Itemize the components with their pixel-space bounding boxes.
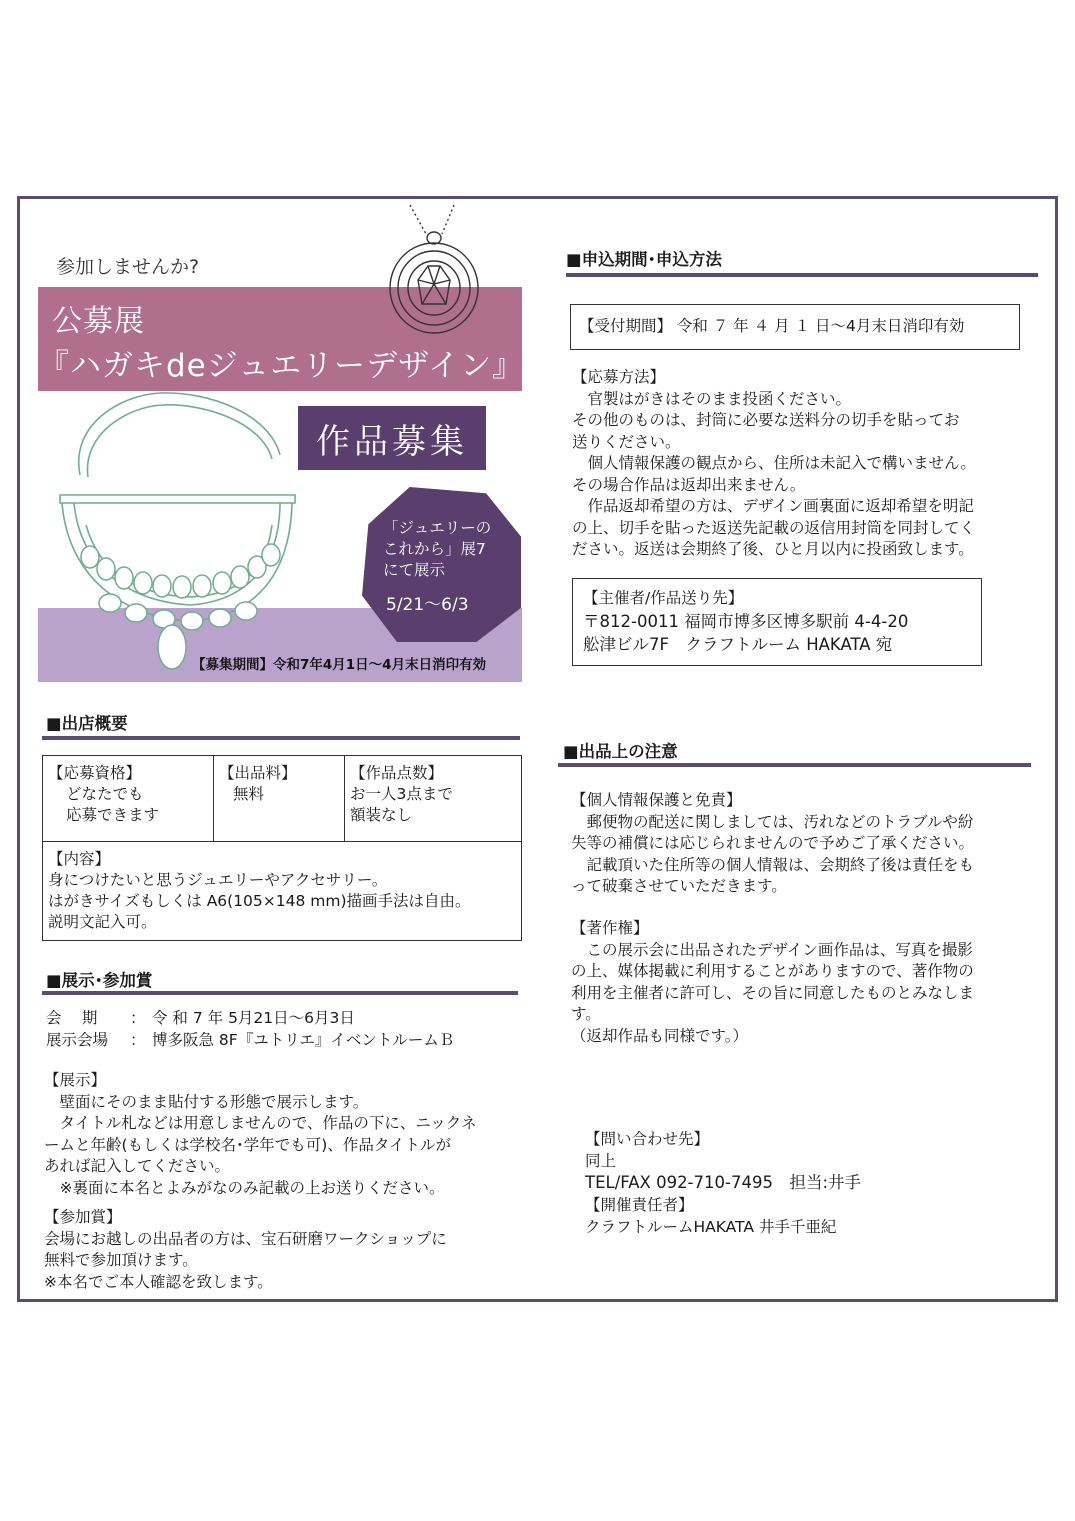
prize-line1: 会場にお越しの出品者の方は、宝石研磨ワークショップに <box>44 1229 447 1248</box>
outline-rule <box>42 736 520 740</box>
exhibit-section-title: ■展示･参加賞 <box>46 971 153 990</box>
display-block <box>44 1070 477 1199</box>
prize-block <box>44 1207 447 1293</box>
method-label: 【応募方法】 <box>572 368 666 386</box>
content-label: 【内容】 <box>48 850 111 868</box>
contact-block <box>585 1128 861 1238</box>
display-line2: タイトル札などは用意しませんので、作品の下に、ニックネ <box>44 1114 477 1132</box>
display-label: 【展示】 <box>44 1071 107 1089</box>
content-line3: 説明文記入可。 <box>48 913 157 931</box>
copyright-line5: （返却作品も同様です。） <box>571 1026 749 1045</box>
recruit-label: 作品募集 <box>298 406 486 470</box>
responsible-line1: クラフトルームHAKATA 井手千亜紀 <box>585 1218 837 1236</box>
exhibit-rule <box>42 991 518 995</box>
copyright-line3: 利用を主催者に許可し、その旨に同意したものとみなしま <box>571 983 975 1002</box>
count-line2: 額装なし <box>350 806 413 824</box>
period-box-text: 【受付期間】 令和 ７ 年 ４ 月 １ 日～4月末日消印有効 <box>579 317 965 335</box>
outline-section-title: ■出店概要 <box>46 714 128 733</box>
method-line8: ださい。返送は会期終了後、ひと月以内に投函致します。 <box>572 540 974 558</box>
prize-line3: ※本名でご本人確認を致します。 <box>44 1272 273 1291</box>
eligibility-line2: 応募できます <box>66 806 160 824</box>
period-sep: ： <box>130 1009 146 1027</box>
display-line3: ームと年齢(もしくは学校名･学年でも可)、作品タイトルが <box>44 1135 452 1154</box>
inquiry-line1: 同上 <box>585 1152 617 1170</box>
eligibility-line1: どなたでも <box>66 785 144 803</box>
notes-rule <box>558 763 1031 767</box>
necklace-illustration <box>40 385 330 675</box>
display-line1: 壁面にそのまま貼付する形態で展示します。 <box>44 1092 369 1111</box>
content-line2: はがきサイズもしくは A6(105×148 mm)描画手法は自由。 <box>48 892 471 910</box>
apply-section-title: ■申込期間･申込方法 <box>566 250 722 269</box>
copyright-line1: この展示会に出品されたデザイン画作品は、写真を撮影 <box>571 940 973 959</box>
org-label: 【主催者/作品送り先】 <box>583 589 744 607</box>
venue-value: 博多阪急 8F『ユトリエ』イベントルームＢ <box>152 1031 455 1049</box>
inquiry-label: 【問い合わせ先】 <box>585 1130 710 1148</box>
apply-rule <box>566 273 1038 277</box>
inquiry-line2: TEL/FAX 092-710-7495 担当:井手 <box>585 1173 862 1192</box>
method-line6: 作品返却希望の方は、デザイン画裏面に返却希望を明記 <box>572 497 974 515</box>
badge-dates: 5/21～6/3 <box>386 595 469 615</box>
responsible-label: 【開催責任者】 <box>585 1196 694 1214</box>
display-line4: あれば記入してください。 <box>44 1157 231 1175</box>
fee-label: 【出品料】 <box>219 764 297 782</box>
privacy-block <box>571 790 974 898</box>
method-line2: その他のものは、封筒に必要な送料分の切手を貼ってお <box>572 411 960 429</box>
hero-title-line1: 公募展 <box>52 304 145 339</box>
count-line1: お一人3点まで <box>350 785 453 803</box>
notes-section-title: ■出品上の注意 <box>563 742 678 761</box>
count-cell <box>345 756 522 842</box>
display-line5: ※裏面に本名とよみがなのみ記載の上お送りください。 <box>44 1178 445 1197</box>
privacy-line2: 失等の補償には応じられませんので予めご了承ください。 <box>571 834 975 852</box>
venue-sep: ： <box>130 1031 146 1049</box>
badge-text: 「ジュエリーの これから」展7 にて展示 <box>383 519 492 579</box>
privacy-line4: って破棄させていただきます。 <box>571 877 787 895</box>
prize-label: 【参加賞】 <box>44 1208 122 1226</box>
venue-key: 展示会場 <box>46 1031 109 1049</box>
hero-title-line2: 『ハガキdeジュエリーデザイン』 <box>38 348 524 384</box>
privacy-line1: 郵便物の配送に関しましては、汚れなどのトラブルや紛 <box>571 812 974 831</box>
count-label: 【作品点数】 <box>350 764 444 782</box>
copyright-block <box>571 918 974 1047</box>
method-block <box>572 367 976 561</box>
invite-text: 参加しませんか? <box>56 256 200 278</box>
pendant-illustration <box>388 200 482 335</box>
method-line1: 官製はがきはそのまま投函ください。 <box>572 389 852 408</box>
organizer-text <box>573 579 981 656</box>
method-line3: 送りください。 <box>572 432 681 451</box>
period-key: 会 期 <box>46 1009 98 1027</box>
organizer-box <box>572 578 982 666</box>
copyright-label: 【著作権】 <box>571 919 649 937</box>
method-line5: その場合作品は返却出来ません。 <box>572 475 806 494</box>
eligibility-label: 【応募資格】 <box>48 764 142 782</box>
fee-cell <box>214 756 345 842</box>
method-line7: の上、切手を貼った返送先記載の返信用封筒を同封してく <box>572 518 976 537</box>
org-line2: 舩津ビル7F クラフトルーム HAKATA 宛 <box>583 635 893 654</box>
period-value: 令 和 7 年 5月21日～6月3日 <box>152 1009 355 1027</box>
exhibit-venue-row <box>46 1030 454 1052</box>
fee-value: 無料 <box>233 785 265 803</box>
method-line4: 個人情報保護の観点から、住所は未記入で構いません。 <box>572 454 976 472</box>
org-line1: 〒812-0011 福岡市博多区博多駅前 4-4-20 <box>583 612 909 631</box>
privacy-label: 【個人情報保護と免責】 <box>571 791 742 809</box>
period-banner-text: 【募集期間】令和7年4月1日～4月末日消印有効 <box>192 657 487 673</box>
exhibit-period-row <box>46 1008 355 1030</box>
prize-line2: 無料で参加頂けます。 <box>44 1251 198 1269</box>
privacy-line3: 記載頂いた住所等の個人情報は、会期終了後は責任をも <box>571 855 975 874</box>
content-cell <box>43 842 522 941</box>
copyright-line2: の上、媒体掲載に利用することがありますので、著作物の <box>571 962 974 980</box>
eligibility-cell <box>43 756 214 842</box>
period-box <box>570 304 1020 350</box>
copyright-line4: す。 <box>571 1005 601 1023</box>
content-line1: 身につけたいと思うジュエリーやアクセサリー。 <box>48 871 388 889</box>
outline-table <box>42 755 522 941</box>
